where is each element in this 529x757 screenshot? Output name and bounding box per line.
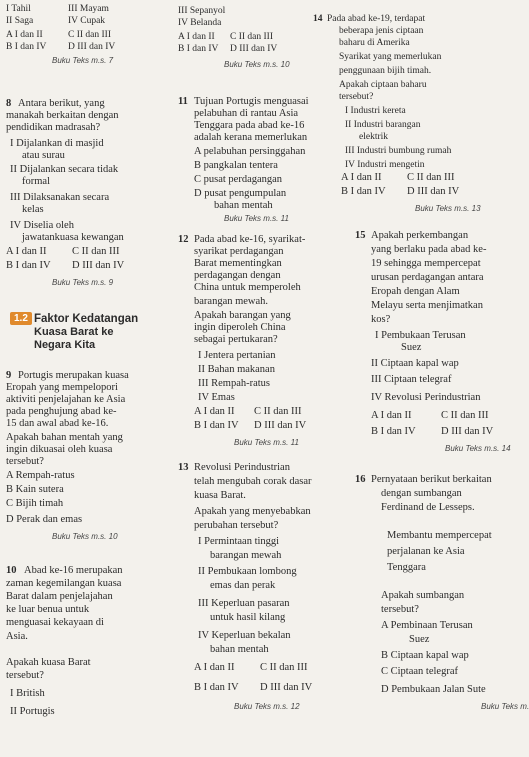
answer-option: A Pembinaan Terusan xyxy=(381,620,473,631)
question-text: 15 dan awal abad ke-16. xyxy=(6,418,109,429)
answer-option: D III dan IV xyxy=(254,420,307,431)
question-text: Apakah bahan mentah yang xyxy=(6,432,123,443)
question-text: Apakah sumbangan xyxy=(381,590,465,601)
question-text: tersebut? xyxy=(381,604,419,615)
textbook-reference: Buku Teks m.s. 7 xyxy=(52,56,114,65)
answer-option: D Pembukaan Jalan Sute xyxy=(381,684,486,695)
question-number: 10 xyxy=(6,565,17,576)
question-number: 14 xyxy=(313,14,323,24)
answer-option: A I dan II xyxy=(178,32,215,42)
answer-option: B pangkalan tentera xyxy=(194,160,278,171)
textbook-reference: Buku Teks m.s. 11 xyxy=(224,214,289,223)
question-text: tersebut? xyxy=(339,92,374,102)
question-text: perubahan tersebut? xyxy=(194,520,279,531)
answer-option: C II dan III xyxy=(72,246,120,257)
answer-option: A I dan II xyxy=(6,246,47,257)
answer-option: B I dan IV xyxy=(194,420,239,431)
answer-option: B I dan IV xyxy=(341,186,386,197)
answer-option-selected: D III dan IV xyxy=(68,42,116,52)
question-text: pada penghujung abad ke- xyxy=(6,406,117,417)
question-text: baharu di Amerika xyxy=(339,38,410,48)
question-text: telah mengubah corak dasar xyxy=(194,476,312,487)
statement-item: IV Emas xyxy=(198,392,235,403)
question-text: Barat dalam penjelajahan xyxy=(6,591,113,602)
statement-item: III Rempah-ratus xyxy=(198,378,271,389)
option-item: I Tahil xyxy=(6,4,31,14)
answer-option: D pusat pengumpulan xyxy=(194,188,287,199)
question-text: Pernyataan berikut berkaitan xyxy=(371,474,492,485)
answer-option: C Ciptaan telegraf xyxy=(381,666,458,677)
section-heading: Faktor Kedatangan xyxy=(34,313,139,325)
statement-item: II Ciptaan kapal wap xyxy=(371,358,459,369)
question-text: yang berlaku pada abad ke- xyxy=(371,244,487,255)
textbook-reference: Buku Teks m.s. 9 xyxy=(52,278,114,287)
statement-box-text: perjalanan ke Asia xyxy=(387,546,465,557)
statement-item: I Dijalankan di masjid xyxy=(10,138,104,149)
answer-option: D III dan IV xyxy=(72,260,125,271)
statement-item: formal xyxy=(22,176,50,187)
answer-option: C II dan III xyxy=(407,172,455,183)
statement-item: kelas xyxy=(22,204,44,215)
answer-option: C Bijih timah xyxy=(6,498,64,509)
statement-item: II Dijalankan secara tidak xyxy=(10,164,119,175)
statement-item: bahan mentah xyxy=(210,644,269,655)
question-text: ke luar benua untuk xyxy=(6,604,90,615)
statement-item: untuk hasil kilang xyxy=(210,612,286,623)
question-number: 16 xyxy=(355,474,366,485)
question-text: perdagangan dengan xyxy=(194,270,281,281)
question-text: ingin dikuasai oleh kuasa xyxy=(6,444,113,455)
question-text: Apakah ciptaan baharu xyxy=(339,80,427,90)
question-text: Apakah yang menyebabkan xyxy=(194,506,311,517)
question-text: Apakah kuasa Barat xyxy=(6,657,91,668)
answer-option: A Rempah-ratus xyxy=(6,470,75,481)
question-number: 13 xyxy=(178,462,189,473)
answer-option: D III dan IV xyxy=(260,682,313,693)
statement-item: II Portugis xyxy=(10,706,55,717)
question-text: pelabuhan di rantau Asia xyxy=(194,108,299,119)
question-text: Tenggara pada abad ke-16 xyxy=(194,120,305,131)
question-text: 19 sehingga mempercepat xyxy=(371,258,481,269)
answer-option: B I dan IV xyxy=(371,426,416,437)
textbook-reference: Buku Teks m.s. 13 xyxy=(415,204,481,213)
question-text: Antara berikut, yang xyxy=(18,98,105,109)
question-text: penggunaan bijih timah. xyxy=(339,66,432,76)
statement-item: III Keperluan pasaran xyxy=(198,598,290,609)
question-text: beberapa jenis ciptaan xyxy=(339,26,424,36)
question-text: urusan perdagangan antara xyxy=(371,272,484,283)
question-number: 12 xyxy=(178,234,189,245)
question-number: 8 xyxy=(6,98,12,109)
answer-option: B I dan IV xyxy=(194,682,239,693)
question-text: ingin diperoleh China xyxy=(194,322,286,333)
answer-option: C II dan III xyxy=(68,30,111,40)
textbook-reference: Buku Teks m.s. 14 xyxy=(445,444,511,453)
question-text: Abad ke-16 merupakan xyxy=(24,565,123,576)
question-text: Eropah dengan Alam xyxy=(371,286,460,297)
question-text: zaman kegemilangan kuasa xyxy=(6,578,122,589)
statement-item: I Permintaan tinggi xyxy=(198,536,280,547)
answer-option: C II dan III xyxy=(254,406,302,417)
answer-option: D III dan IV xyxy=(441,426,494,437)
statement-box-text: Membantu mempercepat xyxy=(387,530,492,541)
answer-option: Suez xyxy=(409,634,430,645)
option-item: III Mayam xyxy=(68,4,109,14)
textbook-reference: Buku Teks m.s. 10 xyxy=(224,60,290,69)
answer-option: C II dan III xyxy=(441,410,489,421)
answer-option: B Ciptaan kapal wap xyxy=(381,650,469,661)
statement-item: IV Belanda xyxy=(178,18,222,28)
question-number: 11 xyxy=(178,96,188,107)
question-text: Syarikat yang memerlukan xyxy=(339,52,442,62)
question-number: 9 xyxy=(6,370,12,381)
question-text: Pada abad ke-19, terdapat xyxy=(327,14,426,24)
question-text: dengan sumbangan xyxy=(381,488,462,499)
statement-item: jawatankuasa kewangan xyxy=(22,232,124,243)
answer-option: D III dan IV xyxy=(230,44,278,54)
answer-option: A I dan II xyxy=(371,410,412,421)
statement-item: IV Industri mengetin xyxy=(345,160,425,170)
question-text: Tujuan Portugis menguasai xyxy=(194,96,309,107)
statement-item: emas dan perak xyxy=(210,580,276,591)
answer-option: A I dan II xyxy=(6,30,43,40)
statement-item: II Pembukaan lombong xyxy=(198,566,297,577)
statement-item: barangan mewah xyxy=(210,550,282,561)
statement-item: IV Revolusi Perindustrian xyxy=(371,392,481,403)
section-subheading: Kuasa Barat ke xyxy=(34,326,114,338)
answer-option: bahan mentah xyxy=(214,200,273,211)
option-item: IV Cupak xyxy=(68,16,106,26)
answer-option: C II dan III xyxy=(230,32,273,42)
statement-item: III Industri bumbung rumah xyxy=(345,146,452,156)
question-text: Ferdinand de Lesseps. xyxy=(381,502,475,513)
question-text: Portugis merupakan kuasa xyxy=(18,370,129,381)
statement-item: I Jentera pertanian xyxy=(198,350,276,361)
answer-option: C pusat perdagangan xyxy=(194,174,283,185)
statement-item: IV Keperluan bekalan xyxy=(198,630,291,641)
statement-item: II Industri barangan xyxy=(345,120,421,130)
textbook-reference: Buku Teks m.s. 11 xyxy=(234,438,299,447)
question-text: pendidikan madrasah? xyxy=(6,122,101,133)
question-text: China untuk memperoleh xyxy=(194,282,301,293)
question-text: kos? xyxy=(371,314,391,325)
statement-item: III Sepanyol xyxy=(178,6,226,16)
question-text: Apakah barangan yang xyxy=(194,310,291,321)
statement-item: II Bahan makanan xyxy=(198,364,275,375)
answer-option: A I dan II xyxy=(194,406,235,417)
question-text: Barat mementingkan xyxy=(194,258,282,269)
answer-option: A I dan II xyxy=(341,172,382,183)
question-number: 15 xyxy=(355,230,366,241)
question-text: Apakah perkembangan xyxy=(371,230,469,241)
question-text: Melayu serta menjimatkan xyxy=(371,300,483,311)
textbook-reference: Buku Teks m.s. 12 xyxy=(234,702,300,711)
statement-item: IV Diselia oleh xyxy=(10,220,74,231)
textbook-reference: Buku Teks m. xyxy=(481,702,529,711)
question-text: Revolusi Perindustrian xyxy=(194,462,290,473)
question-text: menguasai kekayaan di xyxy=(6,617,104,628)
answer-option: D Perak dan emas xyxy=(6,514,83,525)
question-text: aktiviti penjelajahan ke Asia xyxy=(6,394,126,405)
question-text: adalah kerana memerlukan xyxy=(194,132,308,143)
statement-item: Suez xyxy=(401,342,422,353)
statement-item: III Ciptaan telegraf xyxy=(371,374,452,385)
question-text: tersebut? xyxy=(6,670,44,681)
question-text: Asia. xyxy=(6,631,28,642)
question-text: tersebut? xyxy=(6,456,44,467)
section-badge: 1.2 xyxy=(10,312,32,325)
answer-option: B I dan IV xyxy=(178,44,219,54)
statement-item: elektrik xyxy=(359,132,389,142)
question-text: syarikat perdagangan xyxy=(194,246,284,257)
answer-option: B I dan IV xyxy=(6,42,47,52)
answer-option: D III dan IV xyxy=(407,186,460,197)
question-text: sebagai pertukaran? xyxy=(194,334,278,345)
answer-option: A pelabuhan persinggahan xyxy=(194,146,306,157)
question-text: kuasa Barat. xyxy=(194,490,246,501)
question-text: manakah berkaitan dengan xyxy=(6,110,119,121)
statement-item: I Industri kereta xyxy=(345,106,406,116)
statement-item: I British xyxy=(10,688,45,699)
question-text: Eropah yang mempelopori xyxy=(6,382,118,393)
question-text: barangan mewah. xyxy=(194,296,269,307)
question-text: Pada abad ke-16, syarikat- xyxy=(194,234,306,245)
statement-item: III Dilaksanakan secara xyxy=(10,192,110,203)
option-item: II Saga xyxy=(6,16,34,26)
section-subheading: Negara Kita xyxy=(34,339,96,351)
statement-item: I Pembukaan Terusan xyxy=(375,330,466,341)
statement-item: atau surau xyxy=(22,150,65,161)
textbook-reference: Buku Teks m.s. 10 xyxy=(52,532,118,541)
answer-option: C II dan III xyxy=(260,662,308,673)
answer-option: B I dan IV xyxy=(6,260,51,271)
answer-option: B Kain sutera xyxy=(6,484,64,495)
answer-option: A I dan II xyxy=(194,662,235,673)
statement-box-text: Tenggara xyxy=(387,562,426,573)
